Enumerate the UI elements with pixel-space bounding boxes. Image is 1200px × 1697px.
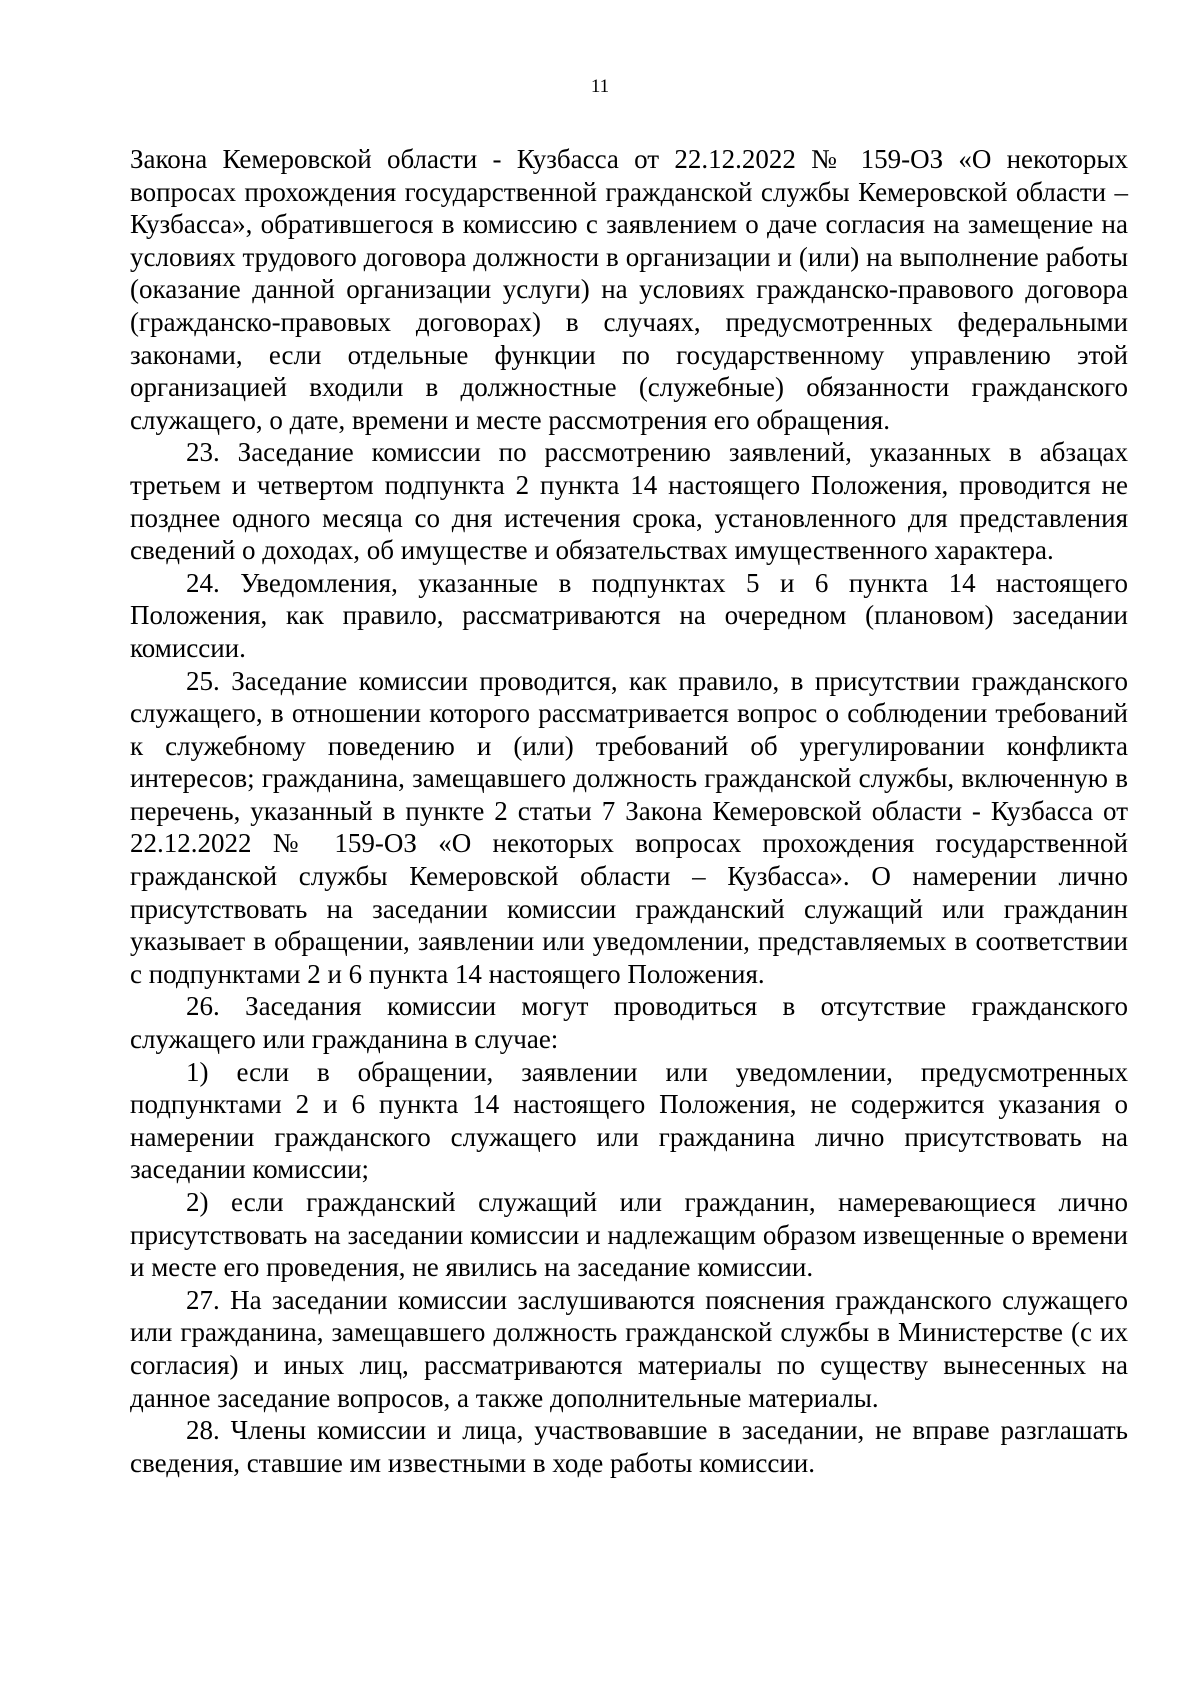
page-number: 11 [590,76,610,97]
paragraph-subitem-2: 2) если гражданский служащий или гражданин, намеревающиеся лично присутствовать на заседании комиссии и надлежащим образом извещенные о времени и месте его проведения, не явились на заседание комиссии. [130,1187,1128,1283]
document-body [130,143,1128,1479]
paragraph-item-24: 24. Уведомления, указанные в подпунктах 5 и 6 пункта 14 настоящего Положения, как правило, рассматриваются на очередном (плановом) заседании комиссии. [130,567,1128,663]
paragraph-item-23: 23. Заседание комиссии по рассмотрению заявлений, указанных в абзацах третьем и четвертом подпункта 2 пункта 14 настоящего Положения, проводится не позднее одного месяца со дня истечения срока, установленного для представления сведений о доходах, об имуществе и обязательствах имущественного характера. [130,437,1128,566]
paragraph-continuation: Закона Кемеровской области - Кузбасса от 22.12.2022 № 159-ОЗ «О некоторых вопросах прохождения государственной гражданской службы Кемеровской области – Кузбасса», обратившегося в комиссию с заявлением о даче согласия на замещение на условиях трудового договора должности в организации и (или) на выполнение работы (оказание данной организации услуги) на условиях гражданско-правового договора (гражданско-правовых договорах) в случаях, предусмотренных федеральными законами, если отдельные функции по государственному управлению этой организацией входили в должностные (служебные) обязанности гражданского служащего, о дате, времени и месте рассмотрения его обращения. [130,144,1128,435]
paragraph-item-26: 26. Заседания комиссии могут проводиться в отсутствие гражданского служащего или гражданина в случае: [130,991,1128,1055]
paragraph-item-28: 28. Члены комиссии и лица, участвовавшие в заседании, не вправе разглашать сведения, ставшие им известными в ходе работы комиссии. [130,1415,1128,1478]
paragraph-item-27: 27. На заседании комиссии заслушиваются пояснения гражданского служащего или гражданина, замещавшего должность гражданской службы в Министерстве (с их согласия) и иных лиц, рассматриваются материалы по существу вынесенных на данное заседание вопросов, а также дополнительные материалы. [130,1284,1128,1413]
paragraph-subitem-1: 1) если в обращении, заявлении или уведомлении, предусмотренных подпунктами 2 и 6 пункта 14 настоящего Положения, не содержится указания о намерении гражданского служащего или гражданина лично присутствовать на заседании комиссии; [130,1056,1128,1185]
paragraph-item-25: 25. Заседание комиссии проводится, как правило, в присутствии гражданского служащего, в отношении которого рассматривается вопрос о соблюдении требований к служебному поведению и (или) требований об урегулировании конфликта интересов; гражданина, замещавшего должность гражданской службы, включенную в перечень, указанный в пункте 2 статьи 7 Закона Кемеровской области - Кузбасса от 22.12.2022 № 159-ОЗ «О некоторых вопросах прохождения государственной гражданской службы Кемеровской области – Кузбасса». О намерении лично присутствовать на заседании комиссии гражданский служащий или гражданин указывает в обращении, заявлении или уведомлении, представляемых в соответствии с подпунктами 2 и 6 пункта 14 настоящего Положения. [130,665,1128,989]
